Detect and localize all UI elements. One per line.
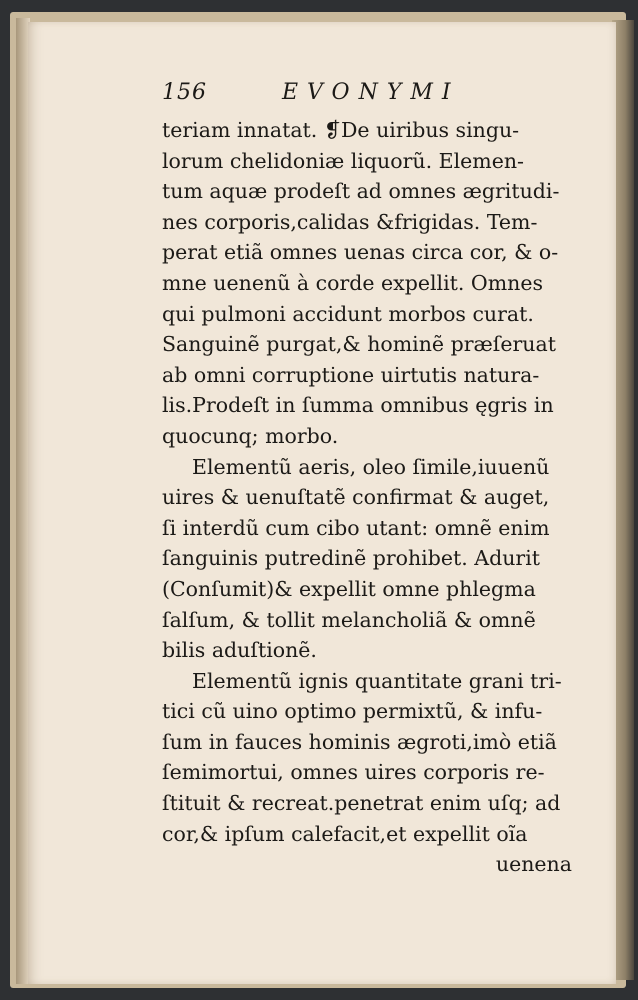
text-line: (Conſumit)& expellit omne phlegma <box>162 576 536 601</box>
text-line: quocunq; morbo. <box>162 423 339 448</box>
running-head <box>162 80 562 110</box>
text-line: ab omni corruptione uirtutis natura- <box>162 362 540 387</box>
text-line: perat etiã omnes uenas circa cor, & o- <box>162 240 559 265</box>
body-text <box>162 115 582 880</box>
text-line: lis.Prodeſt in ſumma omnibus ęgris in <box>162 393 554 418</box>
catchword: uenena <box>495 852 572 877</box>
text-line: ſtituit & recreat.penetrat enim uſq; ad <box>162 791 561 816</box>
text-line: Sanguinẽ purgat,& hominẽ præſeruat <box>162 332 556 357</box>
page-number: 156 <box>162 80 207 105</box>
text-line: ſum in fauces hominis ægroti,imò etiã <box>162 729 557 754</box>
text-line: bilis aduſtionẽ. <box>162 638 317 663</box>
text-line: tici cũ uino optimo permixtũ, & infu- <box>162 699 543 724</box>
running-title: EVONYMI <box>282 80 460 105</box>
text-line: ſanguinis putredinẽ prohibet. Adurit <box>162 546 540 571</box>
text-line: lorum chelidoniæ liquorũ. Elemen- <box>162 148 524 173</box>
text-line: ſemimortui, omnes uires corporis re- <box>162 760 545 785</box>
text-line: tum aquæ prodeſt ad omnes ægritudi- <box>162 179 560 204</box>
text-line: cor,& ipſum calefacit,et expellit oĩa <box>162 821 528 846</box>
text-line: ſalſum, & tollit melancholiã & omnẽ <box>162 607 536 632</box>
text-line: teriam innatat. ❡De uiribus singu- <box>162 118 520 142</box>
text-line: qui pulmoni accidunt morbos curat. <box>162 301 534 326</box>
text-line: uires & uenuſtatẽ confirmat & auget, <box>162 485 550 510</box>
text-line: Elementũ ignis quantitate grani tri- <box>192 668 562 693</box>
text-line: nes corporis,calidas &frigidas. Tem- <box>162 209 538 234</box>
text-line: Elementũ aeris, oleo ſimile,iuuenũ <box>192 454 550 479</box>
text-line: mne uenenũ à corde expellit. Omnes <box>162 270 544 295</box>
text-line: ſi interdũ cum cibo utant: omnẽ enim <box>162 515 550 540</box>
